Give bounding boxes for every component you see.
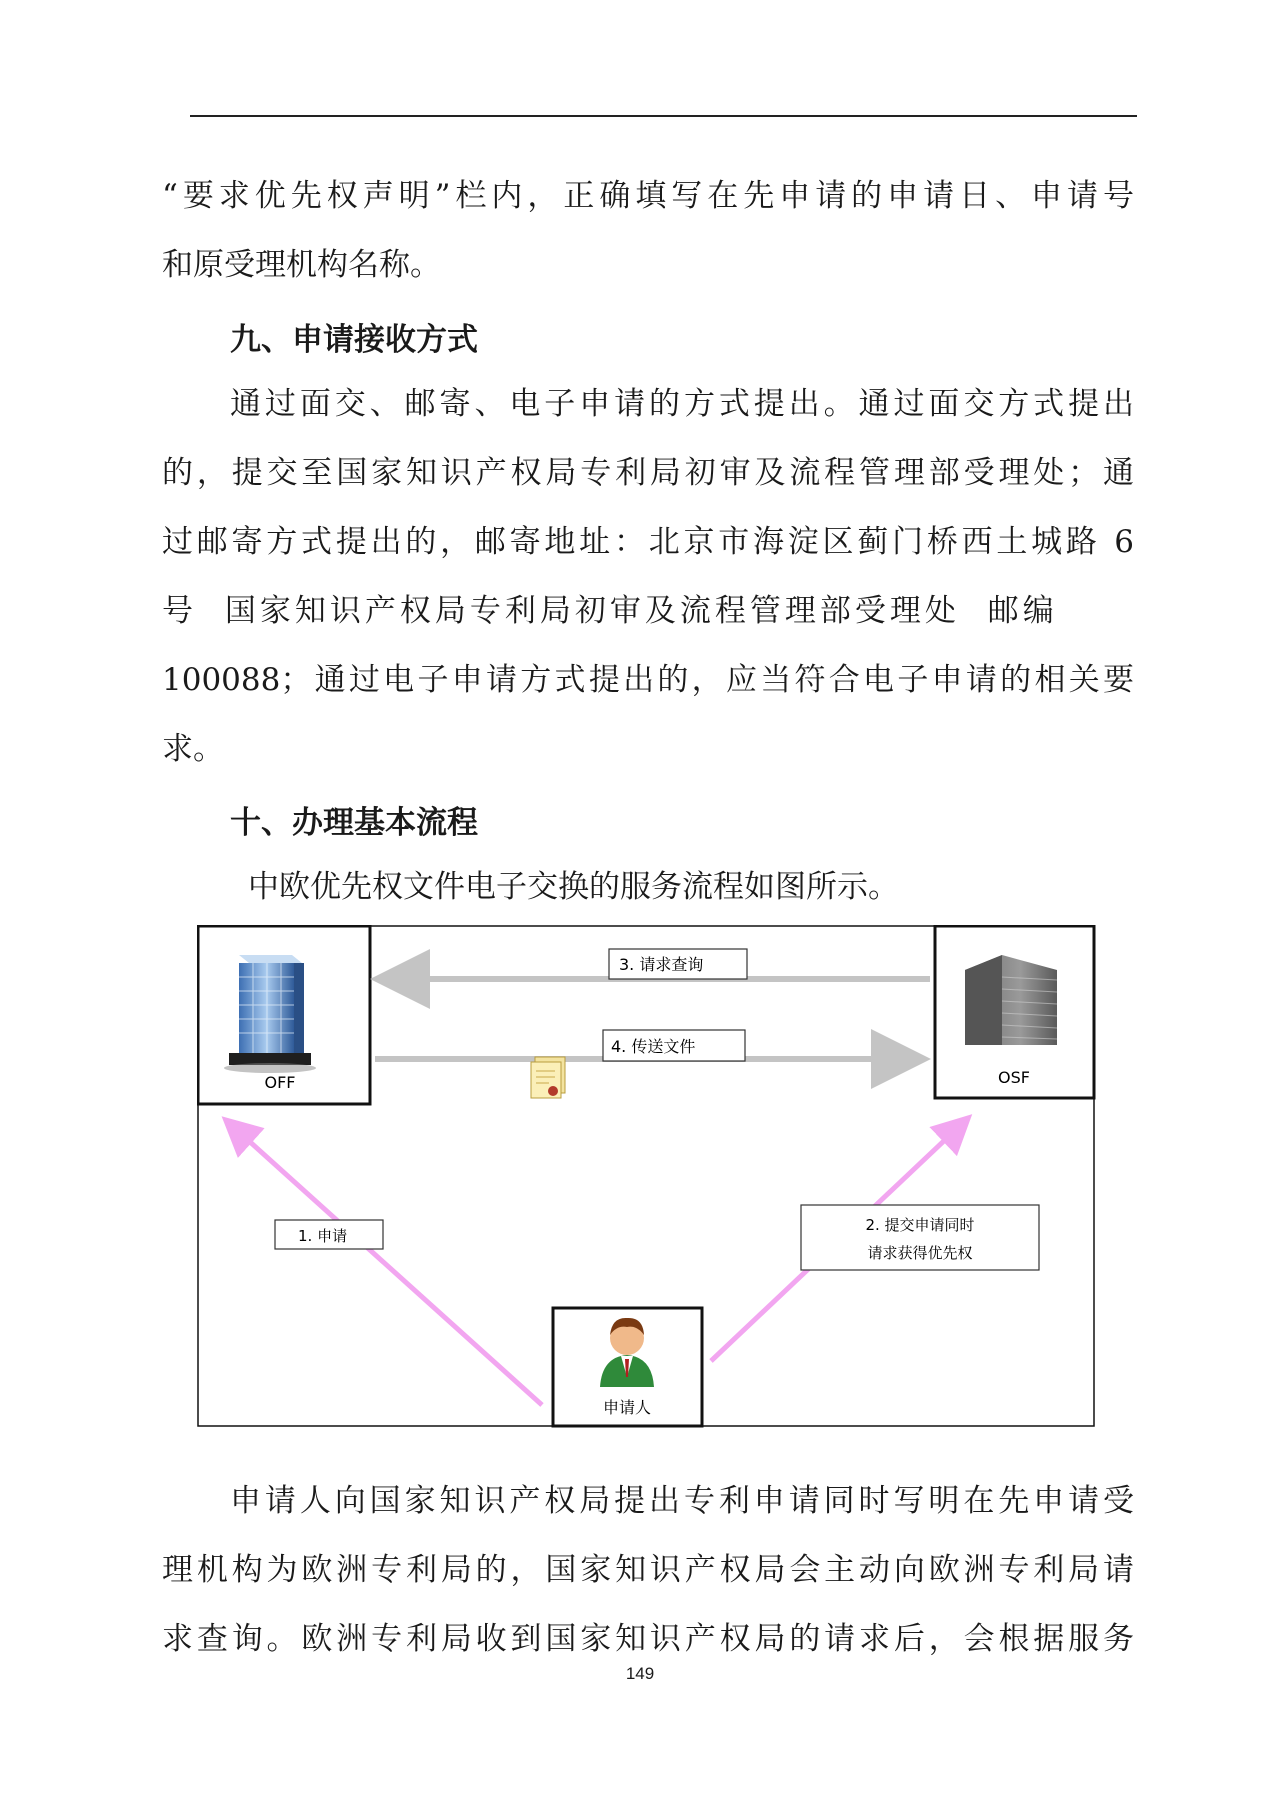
osf-node (935, 926, 1094, 1098)
step1-label: 1. 申请 (298, 1227, 348, 1245)
closing-line: 理机构为欧洲专利局的，国家知识产权局会主动向欧洲专利局请 (162, 1552, 1134, 1588)
section9-line: 求。 (162, 731, 224, 767)
step3-label: 3. 请求查询 (619, 955, 704, 974)
applicant-node (553, 1308, 702, 1426)
section9-line: 通过面交、邮寄、电子申请的方式提出。通过面交方式提出 (230, 386, 1134, 422)
section9-line: 号 国家知识产权局专利局初审及流程管理部受理处 邮编 (162, 593, 1058, 629)
section-heading-9: 九、申请接收方式 (230, 322, 478, 358)
step4-label: 4. 传送文件 (611, 1037, 696, 1056)
applicant-label: 申请人 (602, 1398, 652, 1417)
closing-line: 申请人向国家知识产权局提出专利申请同时写明在先申请受 (230, 1483, 1134, 1519)
section9-line: 的，提交至国家知识产权局专利局初审及流程管理部受理处；通 (162, 455, 1134, 491)
section9-line: 100088；通过电子申请方式提出的，应当符合电子申请的相关要 (162, 662, 1134, 698)
office-tower-icon (965, 955, 1057, 1045)
step2-label-line2: 请求获得优先权 (867, 1244, 973, 1262)
off-node (198, 926, 370, 1104)
document-icon (531, 1057, 565, 1098)
page-number: 149 (625, 1664, 655, 1683)
off-label: OFF (264, 1073, 296, 1092)
section9-line: 过邮寄方式提出的，邮寄地址：北京市海淀区蓟门桥西土城路 6 (162, 524, 1134, 560)
paragraph-line: “要求优先权声明”栏内，正确填写在先申请的申请日、申请号 (162, 178, 1134, 214)
paragraph-line: 和原受理机构名称。 (162, 247, 441, 283)
osf-label: OSF (998, 1068, 1030, 1087)
step2-label-line1: 2. 提交申请同时 (865, 1216, 975, 1234)
section10-intro: 中欧优先权文件电子交换的服务流程如图所示。 (248, 869, 899, 905)
flow-diagram (197, 925, 1097, 1430)
closing-line: 求查询。欧洲专利局收到国家知识产权局的请求后，会根据服务 (162, 1621, 1134, 1657)
section-heading-10: 十、办理基本流程 (230, 805, 478, 841)
header-rule (190, 115, 1137, 117)
